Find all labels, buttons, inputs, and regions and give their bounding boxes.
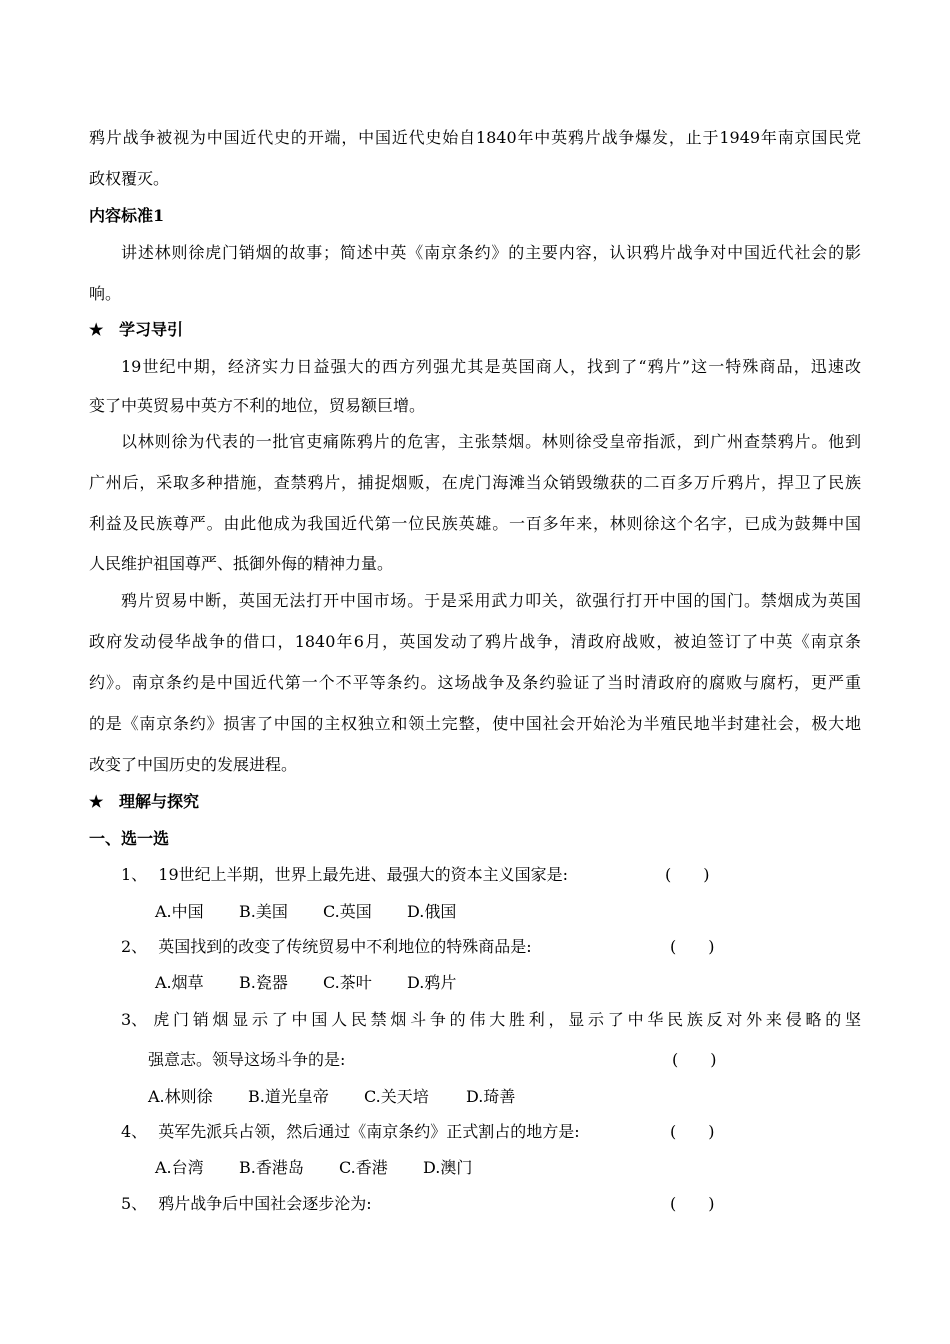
question-3 bbox=[121, 1010, 861, 1030]
option[interactable]: B.香港岛 bbox=[239, 1158, 304, 1177]
option[interactable]: C.关天培 bbox=[364, 1087, 429, 1106]
answer-blank-5[interactable]: ( ) bbox=[670, 1194, 715, 1213]
question-number: 5、 bbox=[121, 1194, 148, 1213]
standard-line-2: 响。 bbox=[89, 284, 122, 303]
guide-p3-line-4: 的是《南京条约》损害了中国的主权独立和领土完整，使中国社会开始沦为半殖民地半封建社会，极大地 bbox=[89, 714, 861, 733]
options-1 bbox=[155, 902, 456, 922]
option[interactable]: A.中国 bbox=[155, 902, 204, 921]
option[interactable]: B.美国 bbox=[239, 902, 288, 921]
option[interactable]: D.澳门 bbox=[423, 1158, 473, 1177]
question-number: 2、 bbox=[121, 937, 148, 956]
question-4 bbox=[121, 1122, 580, 1142]
guide-p2-line-2: 广州后，采取多种措施，查禁鸦片，捕捉烟贩，在虎门海滩当众销毁缴获的二百多万斤鸦片，捍卫了民族 bbox=[89, 473, 861, 492]
question-2 bbox=[121, 937, 532, 957]
option[interactable]: C.英国 bbox=[323, 902, 372, 921]
question-text: 鸦片战争后中国社会逐步沦为: bbox=[158, 1194, 372, 1213]
question-3-line-2: 强意志。领导这场斗争的是: bbox=[148, 1050, 346, 1069]
option[interactable]: B.道光皇帝 bbox=[248, 1087, 329, 1106]
star-icon: ★ bbox=[89, 320, 104, 339]
question-text: 19世纪上半期，世界上最先进、最强大的资本主义国家是: bbox=[158, 865, 569, 884]
guide-p1-line-1: 19世纪中期，经济实力日益强大的西方列强尤其是英国商人，找到了“鸦片”这一特殊商品，迅速改 bbox=[121, 357, 861, 376]
option[interactable]: A.林则徐 bbox=[148, 1087, 213, 1106]
question-text: 虎门销烟显示了中国人民禁烟斗争的伟大胜利，显示了中华民族反对外来侵略的坚 bbox=[153, 1010, 861, 1029]
question-number: 1、 bbox=[121, 865, 148, 884]
guide-heading-text: 学习导引 bbox=[119, 320, 184, 339]
guide-p3-line-2: 政府发动侵华战争的借口，1840年6月，英国发动了鸦片战争，清政府战败，被迫签订了中英《南京条 bbox=[89, 632, 861, 651]
options-2 bbox=[155, 973, 456, 993]
section-title: 一、选一选 bbox=[89, 829, 170, 848]
explore-heading bbox=[89, 792, 199, 812]
intro-line-1: 鸦片战争被视为中国近代史的开端，中国近代史始自1840年中英鸦片战争爆发，止于1949年南京国民党 bbox=[89, 128, 861, 147]
guide-p2-line-4: 人民维护祖国尊严、抵御外侮的精神力量。 bbox=[89, 554, 394, 573]
guide-p2-line-3: 利益及民族尊严。由此他成为我国近代第一位民族英雄。一百多年来，林则徐这个名字，已成为鼓舞中国 bbox=[89, 514, 861, 533]
option[interactable]: A.台湾 bbox=[155, 1158, 204, 1177]
standard-heading: 内容标准1 bbox=[89, 206, 165, 225]
option[interactable]: D.鸦片 bbox=[407, 973, 457, 992]
guide-p2-line-1: 以林则徐为代表的一批官吏痛陈鸦片的危害，主张禁烟。林则徐受皇帝指派，到广州查禁鸦片。他到 bbox=[121, 432, 861, 451]
question-number: 4、 bbox=[121, 1122, 148, 1141]
guide-p3-line-5: 改变了中国历史的发展进程。 bbox=[89, 755, 298, 774]
options-4 bbox=[155, 1158, 472, 1178]
star-icon: ★ bbox=[89, 792, 104, 811]
guide-p1-line-2: 变了中英贸易中英方不利的地位，贸易额巨增。 bbox=[89, 396, 426, 415]
options-3 bbox=[148, 1087, 515, 1107]
intro-line-2: 政权覆灭。 bbox=[89, 169, 170, 188]
option[interactable]: C.茶叶 bbox=[323, 973, 372, 992]
answer-blank-3[interactable]: ( ) bbox=[672, 1050, 717, 1069]
question-text: 英军先派兵占领，然后通过《南京条约》正式割占的地方是: bbox=[158, 1122, 580, 1141]
guide-p3-line-3: 约》。南京条约是中国近代第一个不平等条约。这场战争及条约验证了当时清政府的腐败与腐朽，更严重 bbox=[89, 673, 861, 692]
explore-heading-text: 理解与探究 bbox=[119, 792, 200, 811]
standard-line-1: 讲述林则徐虎门销烟的故事；简述中英《南京条约》的主要内容，认识鸦片战争对中国近代社会的影 bbox=[121, 243, 861, 262]
option[interactable]: D.琦善 bbox=[466, 1087, 516, 1106]
answer-blank-2[interactable]: ( ) bbox=[670, 937, 715, 956]
option[interactable]: A.烟草 bbox=[155, 973, 204, 992]
question-text: 英国找到的改变了传统贸易中不利地位的特殊商品是: bbox=[158, 937, 532, 956]
guide-heading bbox=[89, 320, 183, 340]
question-number: 3、 bbox=[121, 1010, 148, 1029]
answer-blank-1[interactable]: ( ) bbox=[665, 865, 710, 884]
option[interactable]: B.瓷器 bbox=[239, 973, 288, 992]
option[interactable]: D.俄国 bbox=[407, 902, 457, 921]
question-1 bbox=[121, 865, 568, 885]
answer-blank-4[interactable]: ( ) bbox=[670, 1122, 715, 1141]
question-5 bbox=[121, 1194, 372, 1214]
option[interactable]: C.香港 bbox=[339, 1158, 388, 1177]
guide-p3-line-1: 鸦片贸易中断，英国无法打开中国市场。于是采用武力叩关，欲强行打开中国的国门。禁烟成为英国 bbox=[121, 591, 861, 610]
